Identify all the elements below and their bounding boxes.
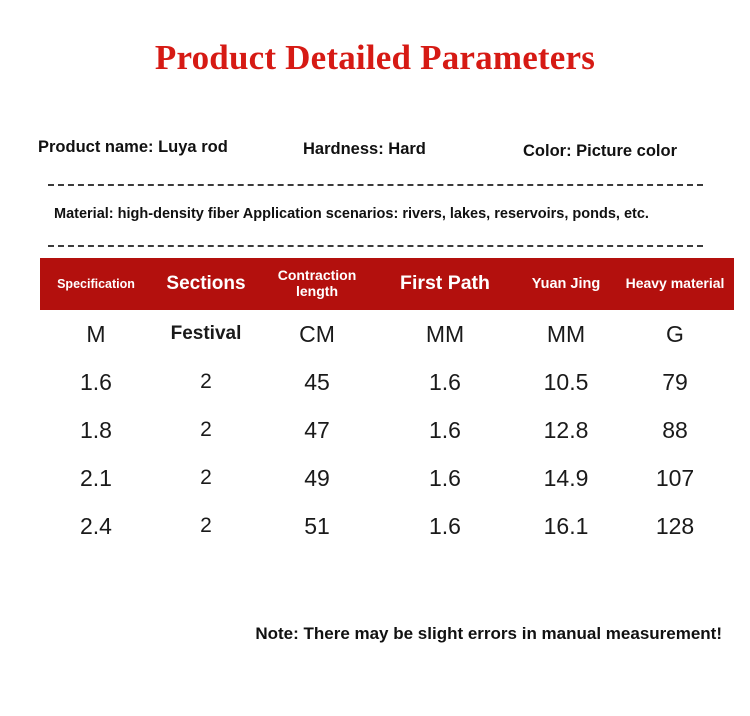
- cell-sections: 2: [200, 466, 212, 489]
- material-label: Material: high-density fiber Application scenarios: rivers, lakes, reservoirs, ponds, etc.: [54, 206, 649, 222]
- table-row: [40, 406, 734, 454]
- unit-yuan-jing: MM: [546, 320, 586, 347]
- table-row: [40, 502, 734, 550]
- cell-first-path: 1.6: [429, 512, 461, 539]
- cell-heavy-material: 88: [662, 416, 688, 443]
- column-header-heavy-material: Heavy material: [616, 258, 734, 310]
- cell-yuan-jing: 10.5: [543, 368, 589, 395]
- table-units-row: [40, 310, 734, 358]
- unit-heavy-material: G: [666, 320, 684, 347]
- cell-first-path: 1.6: [429, 416, 461, 443]
- unit-first-path: MM: [425, 320, 465, 347]
- cell-specification: 1.6: [80, 368, 112, 395]
- cell-heavy-material: 128: [655, 512, 695, 539]
- cell-heavy-material: 79: [662, 368, 688, 395]
- cell-contraction-length: 47: [304, 416, 330, 443]
- table-row: [40, 454, 734, 502]
- cell-sections: 2: [200, 514, 212, 537]
- cell-specification: 1.8: [80, 416, 112, 443]
- column-header-yuan-jing: Yuan Jing: [516, 258, 616, 310]
- cell-yuan-jing: 14.9: [543, 464, 589, 491]
- page-title: Product Detailed Parameters: [154, 38, 596, 77]
- color-label: Color: Picture color: [523, 142, 678, 160]
- specification-table: [40, 258, 734, 550]
- table-header-row: [40, 258, 734, 310]
- cell-first-path: 1.6: [429, 368, 461, 395]
- cell-specification: 2.4: [80, 512, 112, 539]
- hardness-label: Hardness: Hard: [303, 140, 426, 158]
- cell-specification: 2.1: [80, 464, 112, 491]
- cell-heavy-material: 107: [655, 464, 695, 491]
- product-info-row: [38, 138, 712, 164]
- cell-contraction-length: 51: [304, 512, 330, 539]
- cell-yuan-jing: 12.8: [543, 416, 589, 443]
- cell-sections: 2: [200, 370, 212, 393]
- divider-bottom: [48, 245, 703, 247]
- column-header-specification: Specification: [40, 258, 152, 310]
- cell-first-path: 1.6: [429, 464, 461, 491]
- unit-contraction-length: CM: [299, 320, 335, 347]
- table-header: [40, 258, 734, 310]
- cell-contraction-length: 45: [304, 368, 330, 395]
- table-row: [40, 358, 734, 406]
- divider-top: [48, 184, 703, 186]
- cell-contraction-length: 49: [304, 464, 330, 491]
- product-name-label: Product name: Luya rod: [38, 138, 228, 156]
- column-header-first-path: First Path: [374, 258, 516, 310]
- unit-sections: Festival: [170, 323, 242, 344]
- column-header-contraction-length: Contraction length: [260, 258, 374, 310]
- cell-yuan-jing: 16.1: [543, 512, 589, 539]
- column-header-sections: Sections: [152, 258, 260, 310]
- cell-sections: 2: [200, 418, 212, 441]
- unit-specification: M: [86, 320, 106, 347]
- measurement-note: Note: There may be slight errors in manual measurement!: [255, 624, 722, 643]
- table-body: [40, 310, 734, 550]
